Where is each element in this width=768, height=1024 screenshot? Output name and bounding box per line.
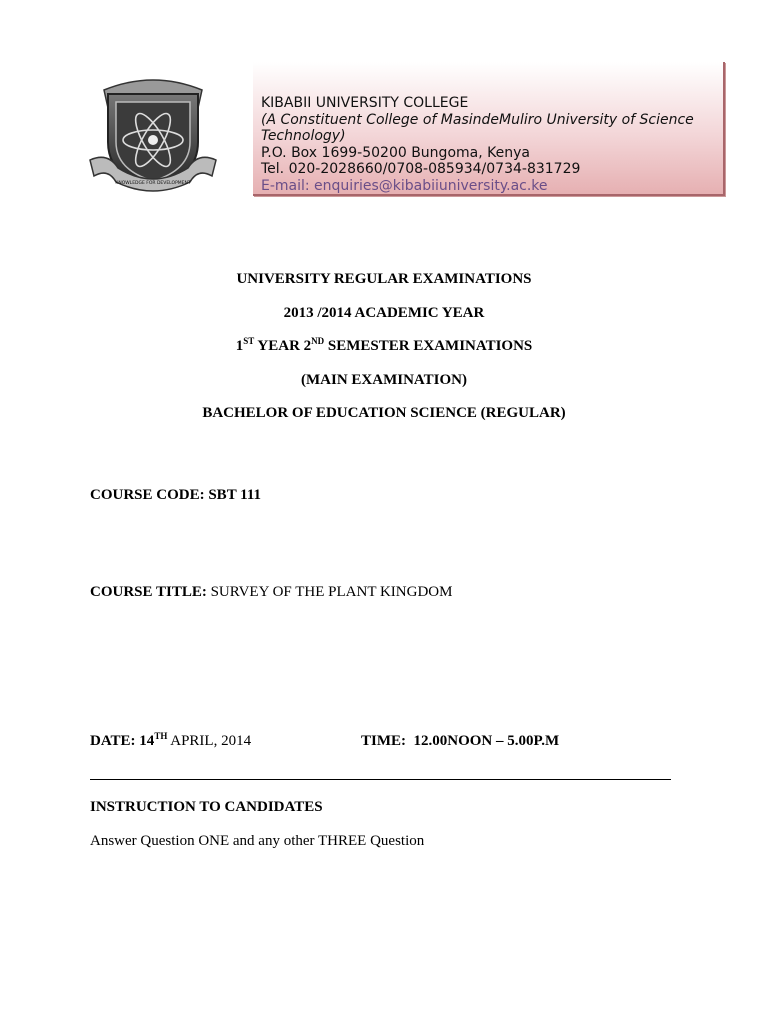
course-code: COURSE CODE: SBT 111 xyxy=(90,487,262,503)
address-lines xyxy=(261,95,713,194)
date-rest: APRIL, 2014 xyxy=(167,733,252,749)
year-suffix: ST xyxy=(243,336,255,346)
time-value: 12.00NOON – 5.00P.M xyxy=(413,733,560,749)
crest-banner-bottom-text: KNOWLEDGE FOR DEVELOPMENT xyxy=(115,181,191,186)
exam-date xyxy=(90,733,251,750)
semester-text: SEMESTER EXAMINATIONS xyxy=(324,338,533,354)
time-label: TIME: xyxy=(361,733,406,749)
date-label: DATE: 14 xyxy=(90,733,155,749)
address-box xyxy=(253,62,725,196)
course-title xyxy=(90,584,452,601)
university-crest-icon xyxy=(88,72,218,196)
institution-name: KIBABII UNIVERSITY COLLEGE xyxy=(261,95,469,111)
university-logo xyxy=(88,72,218,196)
date-suffix: TH xyxy=(154,731,168,741)
instructions-heading: INSTRUCTION TO CANDIDATES xyxy=(90,799,323,815)
email-link[interactable]: E-mail: enquiries@kibabiiuniversity.ac.ke xyxy=(261,177,548,194)
exam-category: (MAIN EXAMINATION) xyxy=(301,372,467,388)
programme-name: BACHELOR OF EDUCATION SCIENCE (REGULAR) xyxy=(202,405,566,421)
semester-suffix: ND xyxy=(311,336,325,346)
instructions-text: Answer Question ONE and any other THREE Question xyxy=(90,833,425,849)
year-number: 1 xyxy=(235,338,244,354)
exam-type: UNIVERSITY REGULAR EXAMINATIONS xyxy=(236,271,532,287)
academic-year: 2013 /2014 ACADEMIC YEAR xyxy=(283,305,485,321)
divider-line xyxy=(90,779,671,780)
course-title-label: COURSE TITLE: xyxy=(90,584,207,600)
semester-line xyxy=(0,338,768,355)
year-text: YEAR 2 xyxy=(254,338,312,354)
po-box: P.O. Box 1699-50200 Bungoma, Kenya xyxy=(261,144,530,161)
exam-time xyxy=(361,733,559,750)
constituent-line: (A Constituent College of MasindeMuliro University of Science Technology) xyxy=(261,111,694,144)
telephone: Tel. 020-2028660/0708-085934/0734-831729 xyxy=(261,161,581,177)
course-title-value: SURVEY OF THE PLANT KINGDOM xyxy=(206,584,453,600)
